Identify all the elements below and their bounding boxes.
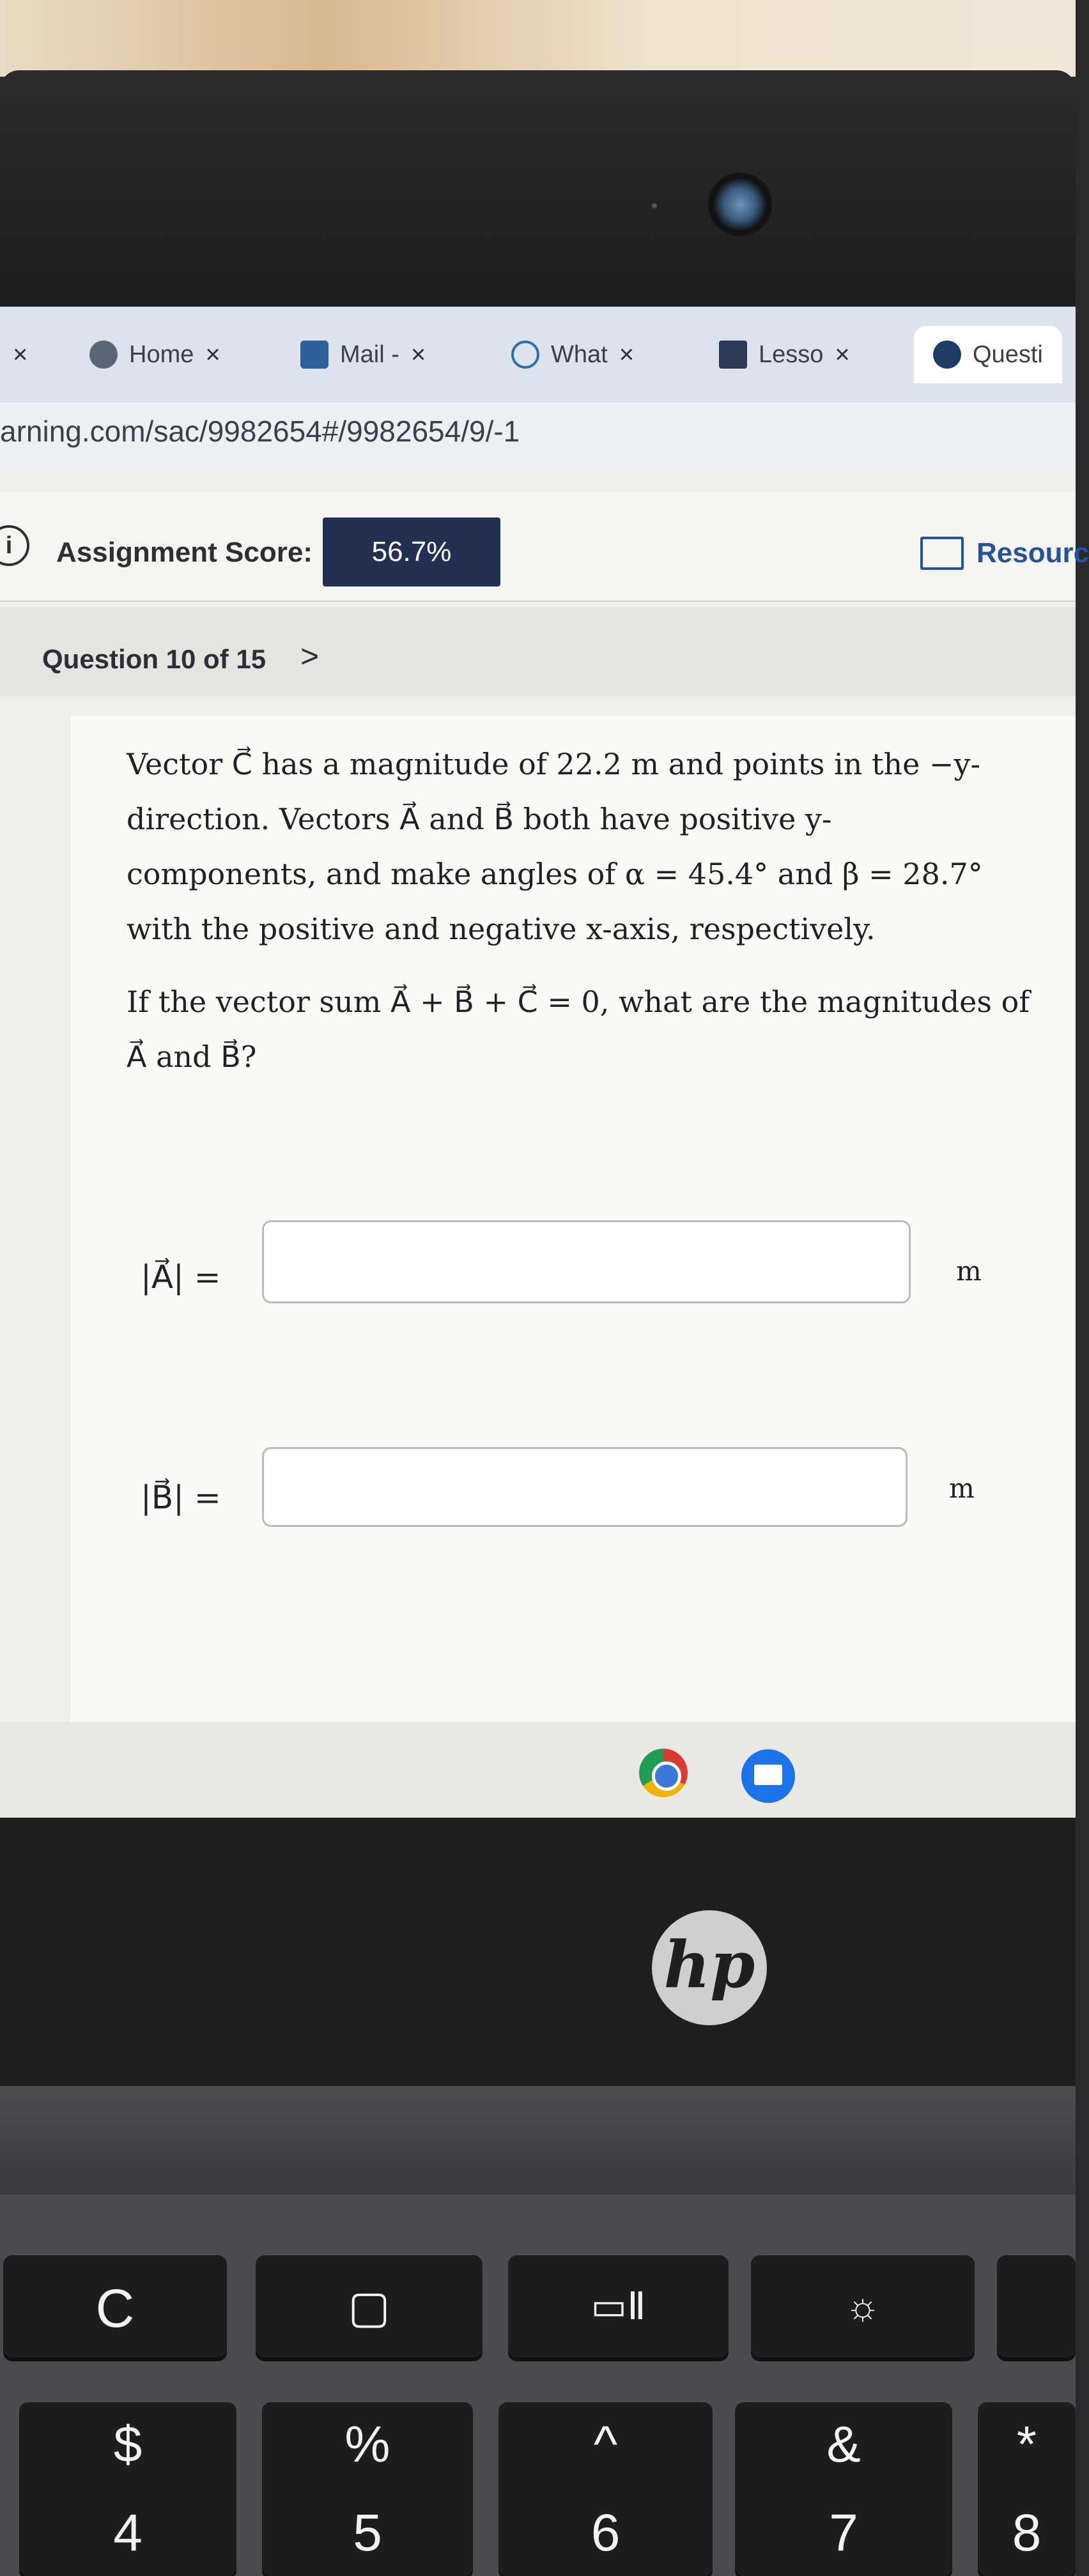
key-5-shift: % <box>344 2416 390 2472</box>
tab-mail[interactable] <box>300 326 426 383</box>
question-number-label[interactable]: Question 10 of 15 <box>42 644 266 674</box>
key-4[interactable] <box>19 2402 236 2576</box>
key-7[interactable] <box>735 2402 952 2576</box>
tab-home-close-icon[interactable]: × <box>205 340 220 369</box>
tab-what[interactable] <box>511 326 634 383</box>
key-6[interactable] <box>498 2402 713 2576</box>
tab-lesson-label: Lesso <box>759 341 824 368</box>
key-4-shift: $ <box>113 2416 143 2472</box>
laptop-hinge <box>0 2086 1076 2195</box>
key-8-digit: 8 <box>1012 2504 1042 2562</box>
tab-question-label: Questi <box>973 341 1043 368</box>
info-icon[interactable]: i <box>0 525 29 566</box>
partial-key[interactable] <box>997 2255 1076 2358</box>
answer-b-label: |B⃗| = <box>141 1479 221 1516</box>
tab-mail-label: Mail - <box>340 341 399 368</box>
answer-b-unit: m <box>949 1473 975 1504</box>
home-tab-icon <box>89 341 118 369</box>
key-6-digit: 6 <box>591 2504 621 2562</box>
tab-what-close-icon[interactable]: × <box>619 340 635 369</box>
brightness-key-glyph: ☼ <box>845 2285 881 2327</box>
refresh-key[interactable] <box>3 2255 227 2358</box>
edge-icon <box>511 341 539 369</box>
score-label: Assignment Score: <box>56 537 313 568</box>
url-text[interactable]: arning.com/sac/9982654#/9982654/9/-1 <box>0 415 520 448</box>
outlook-icon <box>300 341 328 369</box>
overview-key[interactable] <box>508 2255 729 2358</box>
key-8[interactable] <box>978 2402 1076 2576</box>
key-7-digit: 7 <box>829 2504 858 2562</box>
lesson-tab-icon <box>719 341 747 369</box>
brightness-key[interactable] <box>751 2255 975 2358</box>
webcam <box>708 172 772 236</box>
laptop-screen <box>0 307 1089 1818</box>
question-tab-icon <box>933 341 961 369</box>
key-6-shift: ^ <box>593 2416 618 2472</box>
key-8-shift: * <box>1016 2416 1037 2472</box>
tab-mail-close-icon[interactable]: × <box>410 340 426 369</box>
key-7-shift: & <box>826 2416 861 2472</box>
hp-logo: hp <box>652 1910 767 2025</box>
laptop-top-bezel <box>0 70 1076 313</box>
key-5[interactable] <box>262 2402 473 2576</box>
resources-label: Resourc <box>977 537 1089 569</box>
refresh-key-glyph: C <box>95 2278 135 2338</box>
tab-home[interactable] <box>89 326 220 383</box>
resources-button[interactable] <box>920 537 1089 570</box>
tab-lesson-close-icon[interactable]: × <box>835 340 850 369</box>
key-5-digit: 5 <box>353 2504 382 2562</box>
next-question-button[interactable]: > <box>300 638 320 674</box>
os-shelf <box>0 1722 1076 1818</box>
laptop-bottom-bezel <box>0 1818 1076 2086</box>
question-prompt: If the vector sum A⃗ + B⃗ + C⃗ = 0, what are the magnitudes of A⃗ and B⃗? <box>127 985 1030 1074</box>
files-icon-folder <box>754 1765 782 1785</box>
tab-home-label: Home <box>129 341 194 368</box>
key-4-digit: 4 <box>113 2504 143 2562</box>
fullscreen-key-glyph: ▢ <box>348 2282 390 2332</box>
tab-question-active[interactable] <box>914 326 1062 383</box>
webcam-light <box>652 203 657 208</box>
chrome-icon-center <box>652 1761 681 1791</box>
answer-a-input[interactable] <box>262 1220 911 1303</box>
question-text: Vector C⃗ has a magnitude of 22.2 m and points in the −y-direction. Vectors A⃗ and B⃗ both have positive y-components, and make angles of α = 45.4° and β = 28.7° with the positive and negative x-axis, respectively. <box>127 747 983 946</box>
wall-background <box>0 0 1076 77</box>
score-value: 56.7% <box>323 518 500 586</box>
overview-key-glyph: ▭Ⅱ <box>591 2285 646 2327</box>
answer-a-unit: m <box>956 1255 982 1287</box>
answer-b-input[interactable] <box>262 1447 908 1527</box>
tab-close-partial[interactable]: × <box>13 340 28 369</box>
fullscreen-key[interactable] <box>256 2255 483 2358</box>
tab-what-label: What <box>551 341 608 368</box>
folder-icon <box>920 537 964 570</box>
answer-a-label: |A⃗| = <box>141 1259 221 1296</box>
tab-lesson[interactable] <box>719 326 850 383</box>
